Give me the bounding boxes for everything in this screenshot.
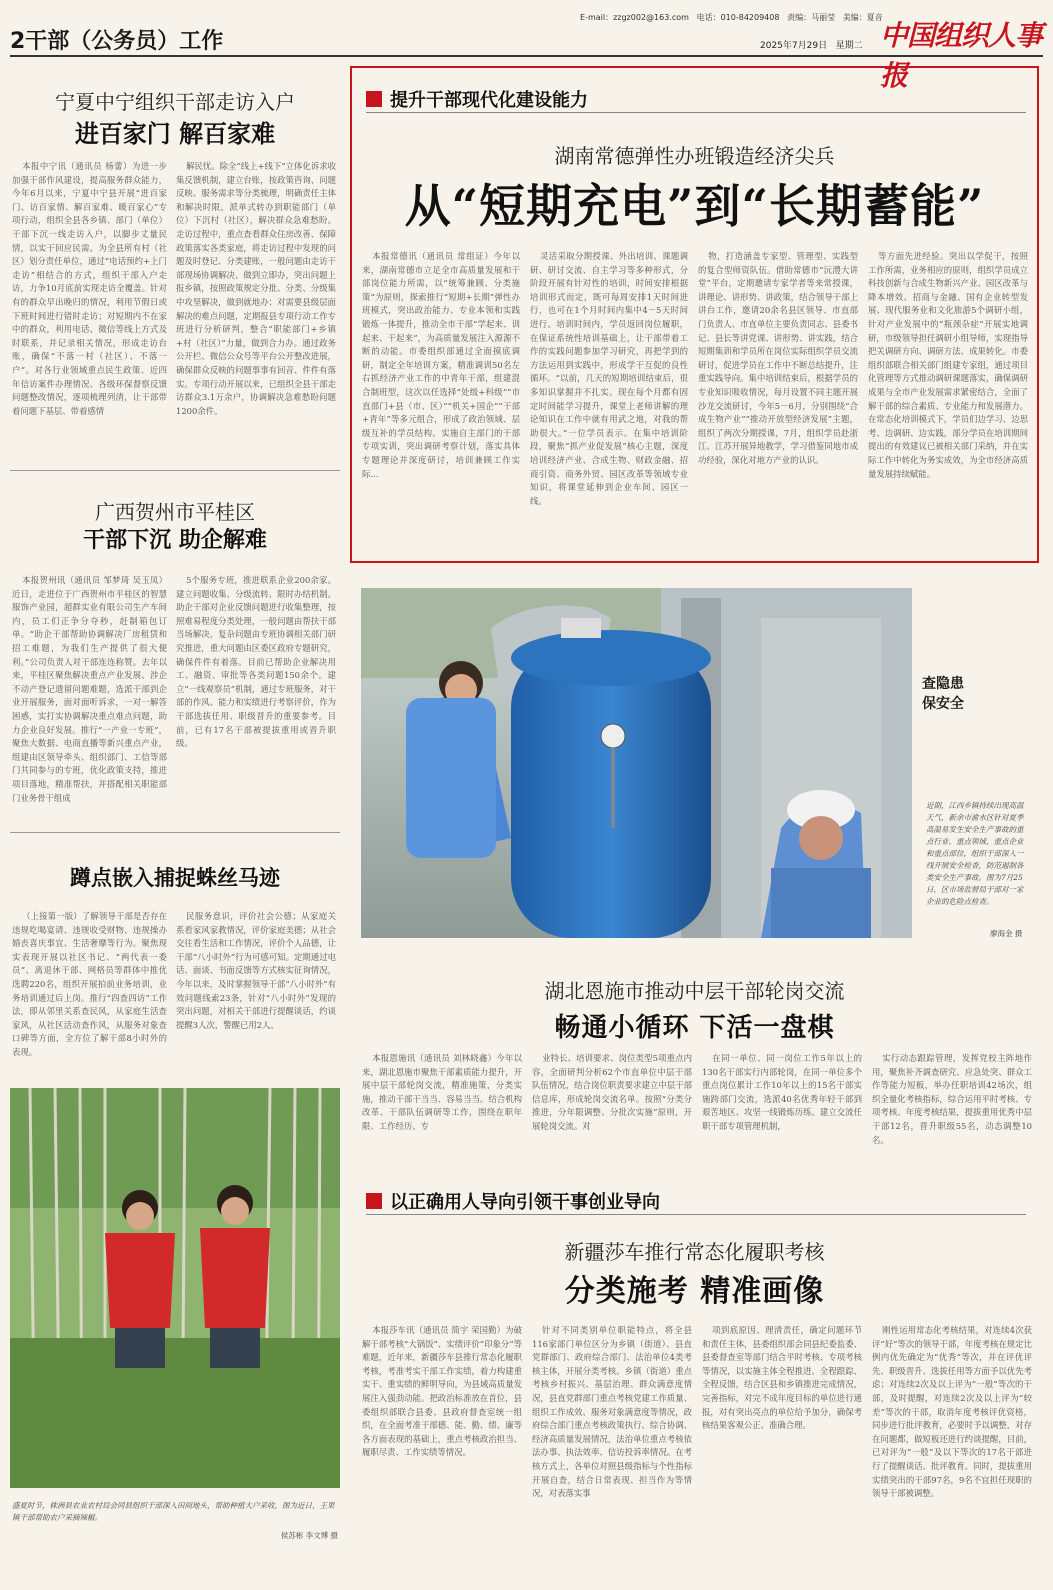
page-label: 2干部（公务员）工作	[10, 29, 224, 54]
art3-column-1: （上接第一版）了解领导干部是否存在违规吃喝宴请、违规收受财物、违规操办婚丧喜庆事宜、生活奢靡等行为。聚焦现实表现开展以社区书记、“两代表一委员”、离退休干部、网格员等群体中推优选聘220名，组织开展拍前业务培训，业务培训通过后上岗。推行“四查四访”工作法，即从邻里关系查民风，从家庭生活查家风，从社区活动查作风，从服务对象查口碑等方面，全方位了解干部8小时外的表现。	[12, 911, 167, 1057]
photo-illustration	[10, 1088, 340, 1488]
art4-column-4: 等方面先进经验。突出以学促干，按照工作所需，业务相应的原则，组织学员成立科技创新与合成生物新兴产业、园区改革与降本增效、招商与金融、国有企业转型发展、现代服务业和文化旅游5个调研小组，针对产业发展中的“瓶颈杂症”开展实地调研，市级领导担任调研小组导师，实现指导把关调研方向、调研方法、成果转化。市委组织部联合相关部门组建专家组，通过项目化管理等方式推动调研课题落实，确保调研成果与全市产业发展需求紧密结合，全面了解干部的综合素质、专业能力和发展潜力。在常态化培训模式下，学员们边学习、边思考、边调研、边实践，部分学员在培训期间提出的有效建议已被相关部门采纳，并在实际工作中转化为务实成效，为全市经济高质量发展持续赋能。	[868, 251, 1028, 479]
section-rule	[366, 1214, 1026, 1215]
divider	[10, 832, 340, 833]
divider	[10, 470, 340, 471]
art1-subtitle: 宁夏中宁组织干部走访入户	[55, 90, 295, 114]
photo-illustration	[361, 588, 912, 938]
photo-safety-inspection	[361, 588, 912, 938]
art3-column-2: 民服务意识，评价社会公德；从家庭关系看家风家教情况，评价家庭美德；从社会交往看生活和工作情况，评价个人品德，让干部“八小时外”行为可感可知。定期通过电话、面谈、书面反馈等方式核实征询情况，今年以来，及时掌握领导干部“八小时外”有效问题线索23条，针对“八小时外”发现的突出问题，对相关干部进行提醒谈话，约谈提醒3人次，警醒已用2人。	[176, 911, 336, 1030]
art5-column-2: 业特长、培训要求、岗位类型5项重点内容，全面研判分析62个市直单位中层干部队伍情况，结合岗位职责要求建立中层干部信息库，形成轮岗交流名单。按照“分类分推进，分年限调整、分批次实施”原则，开展轮岗交流。对	[532, 1053, 692, 1131]
art1-headline: 进百家门 解百家难	[74, 119, 276, 148]
section-rule	[366, 112, 1026, 113]
weekday: 星期二	[835, 41, 863, 51]
newspaper-logo: 中国组织人事报	[880, 19, 1043, 92]
art2-column-2: 5个服务专班，推进联系企业200余家。建立问题收集、分级流转、限时办结机制。助企干部对企业反馈问题进行收集整理，按照难易程度分类处理，一般问题由帮扶干部当场解决，复杂问题由专班协调相关部门研究推进，重大问题由区委区政府专题研究，确保件件有着落。目前已帮助企业解决用工、融资、审批等各类问题150余个。建立“一线观察员”机制，通过专班服务，对干部的作风、能力和实绩进行考察评价，作为干部选拔任用、职级晋升的重要参考。目前，已有17名干部被提拔重用或晋升职级。	[176, 575, 336, 749]
art6-column-1: 本报莎车讯（通讯员 简宇 荣国勤）为破解干部考核“大锅饭”、实绩评价“印象分”等难题，近年来，新疆莎车县推行常态化履职考核，考准考实干部工作实绩，着力构建重实干、重实绩的鲜明导向，为县域高质量发展注入强劲动能。把政治标准放在首位，县委组织部联合县委、县政府督查室统一组织，在全面考准干部德、能、勤、绩、廉等各方面表现的基础上，重点考核政治担当、履职尽责、工作实绩等情况。	[362, 1325, 522, 1458]
photo-pepper-harvest	[10, 1088, 340, 1488]
art6-subtitle: 新疆莎车推行常态化履职考核	[564, 1240, 825, 1264]
contact-line	[580, 12, 883, 23]
art4-subtitle: 湖南常德弹性办班锻造经济尖兵	[554, 144, 835, 168]
art2-headline: 干部下沉 助企解难	[83, 527, 267, 553]
art4-column-2: 灵活采取分期授课、外出培训、课题调研、研讨交流、自主学习等多种形式，分阶段开展有针对性的培训，时间安排根据培训形式而定，既可每周安排1天时间进行，也可在1个月时间内集中4－5天时间进行。培训时间内，学员返回岗位履职，在保证系统性培训基础上，让干部带着工作的实践问题参加学习研究，再把学到的方法运用到实践中，形成学干互促的良性循环。“以前，几天的短期培训结束后，很多知识掌握并不扎实。现在每个月都有固定时间能学习提升，课堂上老师讲解的理论知识在工作中就有用武之地，对我的帮助很大。”一位学员表示。在集中培训阶段，聚焦“抓产业促发展”核心主题，深度培训经济产业、合成生物、财政金融、招商引资、商务外贸、园区改革等领域专业知识，将课堂延伸到企业车间、园区一线。	[530, 251, 688, 506]
art6-column-3: 项到底原因、理清责任，确定问题环节和责任主体，县委组织部会同县纪委监委、县委督查室等部门结合平时考核、专项考核等情况，以实施主体全程推进、全程跟踪、全程反馈，结合区县和乡镇推进完成情况，完善指标，对完不成年度目标的单位进行通报，对有突出亮点的单位给予加分，确保考核结果客观公正、准确合理。	[702, 1325, 862, 1431]
designer: 美编：夏音	[842, 13, 883, 22]
phone: 电话：010-84209408	[696, 13, 780, 22]
section-marker	[366, 1193, 382, 1209]
art1-column-1: 本报中宁讯（通讯员 杨蕾）为进一步加强干部作风建设，提高服务群众能力，今年6月以来，宁夏中宁县开展“进百家门、访百家情、解百家难、暖百家心”专项行动，组织全县各乡镇、部门（单位）干部下沉一线走访入户，以脚步丈量民情，以实干回应民需。为全县所有村（社区）划分责任单位，通过“电话预约+上门走访”相结合的方式，组织干部入户走访，力争10月底前实现走访全覆盖。针对有的群众早出晚归的情况，利用节假日或下班时间进行错时走访；对短期内不在家中的群众，利用电话、微信等线上方式及时联系，并记录相关情况，形成走访台账，确保“不落一村（社区）、不落一户”。对各行业领域重点民生政策、近四年信访案件办理情况、各级环保督察反馈问题整改情况，逐项梳理列清，让干部带着问题下基层、带着感情	[12, 161, 167, 416]
date-line	[760, 38, 863, 51]
art4-column-1: 本报常德讯（通讯员 常组证）今年以来，湖南常德市立足全市高质量发展和干部岗位能力所需，以“统筹兼顾、分类施策”为原则，探索推行“短期+长期”弹性办班模式，突出政治能力、专业本领和实践锻炼一体提升，推动全市干部“学起来、训起来、干起来”，为高质量发展注入源源不断的动能。市委组织部通过全面摸底调研，制定全年培训方案，精准调训50名左右抓经济产业工作的中青年干部，组建混合制班型，这次以任选择“处级+科级”“市直部门+县（市、区）”“机关+国企”“干部+青年”等多元组合，形成了政治领域、层级互补的学员结构。实施自主部门的干部专项实训，突出调研考察计划，落实具体专题理论并深度研讨，培训兼顾工作实际...	[362, 251, 520, 479]
art4-headline: 从“短期充电”到“长期蓄能”	[404, 179, 985, 233]
art3-headline: 蹲点嵌入捕捉蛛丝马迹	[70, 865, 280, 890]
email: E-mail：zzgz002@163.com	[580, 13, 689, 22]
art6-headline: 分类施考 精准画像	[564, 1274, 825, 1309]
art1-column-2: 解民忧。除全“线上+线下”立体化诉求收集反馈机制，建立台账，按政策咨询、问题反映、服务需求等分类梳理，明确责任主体和解决时限，派单式转办到职能部门（单位）下沉村（社区），解决群众急难愁盼。走访过程中，重点查看群众住房改善、保障政策落实各类家庭，将走访过程中发现的问题及时登记、分类建账，一般问题由走访干部现场协调解决、做到立即办，突出问题上报乡镇，按照政策规定分批、分类、分级集中攻坚解决，做到就地办；对需要县级层面解决的难点问题，定期报县专项行动工作专班进行分析研判，整合“职能部门+乡镇+村（社区）”力量，做到合力办。通过政务公开栏、微信公众号等平台公开整改进展，确保群众反映的问题事事有回音、件件有落实。专项行动开展以来，已组织全县干部走访群众3.1万余户，协调解决急难愁盼问题1200余件。	[176, 161, 336, 416]
masthead-rule	[10, 55, 1043, 57]
photo1-title: 查隐患 保安全	[922, 676, 964, 712]
art4-column-3: 物，打造涵盖专家型、管理型、实践型的复合型师资队伍。借助常德市“沅澧大讲堂”平台，定期邀请专家学者等来常授课，讲理论、讲形势、讲政策，结合领导干部上讲台工作，邀请20余名县区领导、市直部门负责人、市直单位主要负责同志、县委书记、县长等讲党课、讲形势、讲实践，结合短期集训和学员所在岗位实际组织学员交流研讨，促进学员在工作中不断总结提升，注重实践导向。集中培训结束后，根据学员的专业知识吸收情况，每月设置不同主题开展沙龙交流研讨，今年5－6月，分别围绕“合成生物产业”“推动开放型经济发展”主题，组织了两次分期授课，7月，组织学员赴浙江、江苏开展异地教学，学习借鉴同地市成功经验，深化对地方产业的认识。	[698, 251, 858, 465]
photo1-caption: 近期，江西乡镇持续出现高温天气，新余市渝水区针对夏季高温易发生安全生产事故的重点行业、重点领域、重点企业和重点部位，组织干部深入一线开展安全检查，防范遏制各类安全生产事故。图为7月25日，区市场监督局干部对一家企业的危险点检查。	[926, 801, 1024, 906]
section-title: 以正确用人导向引领干事创业导向	[390, 1192, 660, 1213]
art6-column-4: 刚性运用常态化考核结果，对连续4次获评“好”等次的领导干部，年度考核在规定比例内优先确定为“优秀”等次，并在评优评先、职级晋升、选拔任用等方面予以优先考虑；对连续2次及以上评为“一般”等次的干部，及时提醒，对连续2次及以上评为“较差”等次的干部，取消年度考核评优资格，同步进行批评教育，必要时予以调整，对存在问题都，做短板还进行约谈提醒，目前，已对评为“一般”及以下等次的17名干部进行了提醒谈话、批评教育。同时，提拔重用实绩突出的干部97名，9名不宜担任现职的领导干部被调整。	[872, 1325, 1032, 1499]
art5-column-3: 在同一单位、同一岗位工作5年以上的130名干部实行内部轮岗，在同一单位多个重点岗位累计工作10年以上的15名干部实施跨部门交流，选派40名优秀年轻干部到艰苦地区、攻坚一线锻炼历练。建立交流任职干部专项管理机制，	[702, 1053, 862, 1131]
art6-column-2: 针对不同类别单位职能特点，将全县116家部门单位区分为乡镇（街道）、县直党群部门、政府综合部门、法治单位4类考核主体，开展分类考核。乡镇（街道）重点考核乡村振兴、基层治理、群众满意度情况，县直党群部门重点考核党建工作质量、组织工作成效、服务对象满意度等情况，政府综合部门重点考核政策执行、综合协调、经济高质量发展情况，法治单位重点考核依法办事、执法效率、信访投诉率情况。在考核方式上，各单位对照县级指标与个性指标开展自查，结合日常表现、担当作为等情况，对表落实事	[532, 1325, 692, 1499]
section-header-top	[366, 86, 588, 112]
art5-headline: 畅通小循环 下活一盘棋	[554, 1013, 835, 1043]
art5-column-1: 本报恩施讯（通讯员 刘林晓鑫）今年以来，湖北恩施市聚焦干部素质能力提升，开展中层干部轮岗交流，精准施策，分类实施，推动干部干当当、容易当当。结合机构改革、干部队伍调研等工作，围绕在职年限、工作经历、专	[362, 1053, 522, 1131]
photo2-credit: 侯苏彬 李文博 摄	[280, 1531, 338, 1540]
editor: 责编：马丽莹	[787, 13, 836, 22]
date: 2025年7月29日	[760, 41, 828, 51]
photo2-caption: 盛夏时节，株洲县农业农村局会同县组织干部深入田间地头，帮助种植大户采收，图为近日，王果镇干部帮助农户采摘辣椒。	[12, 1501, 335, 1522]
art2-subtitle: 广西贺州市平桂区	[95, 500, 255, 524]
art5-column-4: 实行动态跟踪管理，发挥党校主阵地作用，聚焦补齐调查研究、应急处突、群众工作等能力短板，举办任职培训42场次，组织全量化考核指标，综合运用平时考核、专项考核、年度考核结果，提拔重用优秀中层干部12名，晋升职级55名，动态调整10名。	[872, 1053, 1032, 1145]
photo1-credit: 廖海金 摄	[990, 929, 1023, 938]
section-header-bottom	[366, 1188, 660, 1214]
section-marker	[366, 91, 382, 107]
art5-subtitle: 湖北恩施市推动中层干部轮岗交流	[544, 979, 845, 1003]
art2-column-1: 本报贺州讯（通讯员 邹梦琦 吴玉凤）近日，走进位于广西贺州市平桂区的智慧服饰产业园，超群实业有限公司生产车间内，员工们正争分夺秒，赶制箱包订单。“助企干部帮助协调解决厂房租赁和招工难题，为我们生产提供了很大便利。”公司负责人对干部连连称赞。去年以来，平桂区聚焦解决重点产业发展、涉企不动产登记遗留问题难题，选派干部到企业开展服务，面对面听诉求，一对一解答困惑，实打实协调解决重点难点问题，助力企业良好发展。推行“一产业一专班”，聚焦大数据、电商直播等新兴重点产业，组建由区领导牵头、组织部门、工信等部门共同参与的专班，优化政策支持，推进项目落地，精准帮扶，并搭配相关职能部门业务骨干组成	[12, 575, 167, 803]
section-title: 提升干部现代化建设能力	[390, 90, 588, 111]
